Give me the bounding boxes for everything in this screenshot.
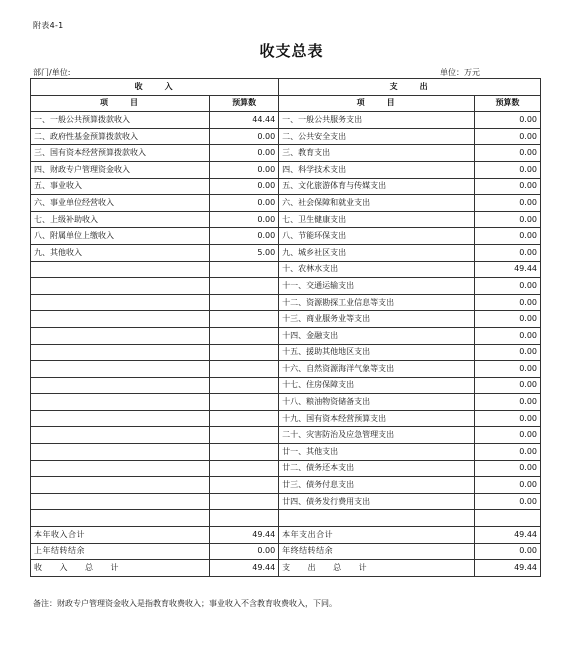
expense-section-header: 支 出 (279, 79, 541, 96)
table-row (31, 460, 541, 477)
table-row (31, 327, 541, 344)
income-amount-cell (210, 361, 279, 378)
total-expense-label: 支 出 总 计 (279, 560, 475, 577)
total-row (31, 543, 541, 560)
income-amount-cell (210, 493, 279, 510)
expense-item-cell: 廿三、债务付息支出 (279, 477, 475, 494)
expense-item-cell: 十、农林水支出 (279, 261, 475, 278)
expense-amount-cell: 0.00 (475, 460, 541, 477)
budget-summary-table (30, 78, 541, 577)
expense-amount-cell: 0.00 (475, 410, 541, 427)
expense-item-cell: 二十、灾害防治及应急管理支出 (279, 427, 475, 444)
expense-item-cell: 五、文化旅游体育与传媒支出 (279, 178, 475, 195)
table-row (31, 128, 541, 145)
expense-item-cell: 十七、住房保障支出 (279, 377, 475, 394)
expense-item-cell: 八、节能环保支出 (279, 228, 475, 245)
table-row (31, 394, 541, 411)
expense-item-cell: 一、一般公共服务支出 (279, 112, 475, 129)
total-income-amount: 49.44 (210, 560, 279, 577)
dept-label: 部门/单位: (33, 68, 71, 77)
expense-item-cell: 十五、援助其他地区支出 (279, 344, 475, 361)
income-item-cell (31, 427, 210, 444)
income-item-cell: 七、上级补助收入 (31, 211, 210, 228)
income-item-cell (31, 410, 210, 427)
expense-item-cell: 十四、金融支出 (279, 327, 475, 344)
income-item-cell: 八、附属单位上缴收入 (31, 228, 210, 245)
expense-amount-cell: 0.00 (475, 493, 541, 510)
income-item-cell (31, 327, 210, 344)
expense-item-cell: 十三、商业服务业等支出 (279, 311, 475, 328)
table-row (31, 261, 541, 278)
income-amount-cell: 0.00 (210, 145, 279, 162)
income-amount-cell: 0.00 (210, 211, 279, 228)
footnote: 备注：财政专户管理资金收入是指教育收费收入；事业收入不含教育收费收入，下同。 (33, 599, 337, 608)
table-row (31, 178, 541, 195)
blank-cell (31, 510, 210, 527)
expense-amount-cell: 49.44 (475, 261, 541, 278)
total-row (31, 560, 541, 577)
expense-amount-cell: 0.00 (475, 394, 541, 411)
expense-amount-cell: 0.00 (475, 361, 541, 378)
table-row (31, 377, 541, 394)
expense-amount-cell: 0.00 (475, 211, 541, 228)
income-amount-cell (210, 344, 279, 361)
expense-amount-cell: 0.00 (475, 145, 541, 162)
expense-item-cell: 十六、自然资源海洋气象等支出 (279, 361, 475, 378)
blank-row (31, 510, 541, 527)
blank-cell (475, 510, 541, 527)
expense-item-cell: 四、科学技术支出 (279, 161, 475, 178)
income-item-cell (31, 377, 210, 394)
expense-amount-cell: 0.00 (475, 161, 541, 178)
table-row (31, 195, 541, 212)
table-row (31, 493, 541, 510)
expense-amount-cell: 0.00 (475, 178, 541, 195)
expense-item-cell: 十八、粮油物资储备支出 (279, 394, 475, 411)
income-amount-cell: 0.00 (210, 128, 279, 145)
blank-cell (210, 510, 279, 527)
expense-item-cell: 二、公共安全支出 (279, 128, 475, 145)
income-amount-cell (210, 410, 279, 427)
income-amount-cell: 0.00 (210, 195, 279, 212)
table-row (31, 427, 541, 444)
income-amount-cell: 5.00 (210, 244, 279, 261)
expense-amount-cell: 0.00 (475, 444, 541, 461)
total-expense-amount: 49.44 (475, 560, 541, 577)
expense-amount-cell: 0.00 (475, 427, 541, 444)
total-expense-amount: 49.44 (475, 527, 541, 544)
expense-amount-cell: 0.00 (475, 244, 541, 261)
total-income-label: 收 入 总 计 (31, 560, 210, 577)
income-amount-cell: 0.00 (210, 161, 279, 178)
income-amount-cell (210, 444, 279, 461)
income-amount-cell (210, 427, 279, 444)
income-item-cell: 四、财政专户管理资金收入 (31, 161, 210, 178)
income-item-cell (31, 344, 210, 361)
income-amount-cell (210, 294, 279, 311)
income-item-cell: 五、事业收入 (31, 178, 210, 195)
income-amount-cell (210, 460, 279, 477)
income-amount-cell (210, 477, 279, 494)
expense-amount-cell: 0.00 (475, 228, 541, 245)
income-item-cell (31, 444, 210, 461)
income-amount-cell (210, 261, 279, 278)
table-row (31, 228, 541, 245)
page-title: 收支总表 (259, 42, 324, 60)
income-item-cell (31, 278, 210, 295)
income-item-cell: 九、其他收入 (31, 244, 210, 261)
income-item-cell (31, 477, 210, 494)
expense-amount-cell: 0.00 (475, 278, 541, 295)
expense-item-cell: 六、社会保障和就业支出 (279, 195, 475, 212)
expense-item-cell: 九、城乡社区支出 (279, 244, 475, 261)
column-header-row (31, 95, 541, 112)
table-row (31, 244, 541, 261)
table-row (31, 477, 541, 494)
income-amount-cell (210, 278, 279, 295)
total-income-label: 上年结转结余 (31, 543, 210, 560)
expense-item-cell: 十二、资源勘探工业信息等支出 (279, 294, 475, 311)
table-row (31, 311, 541, 328)
table-row (31, 344, 541, 361)
section-header-row (31, 79, 541, 96)
expense-item-cell: 廿四、债务发行费用支出 (279, 493, 475, 510)
total-expense-label: 年终结转结余 (279, 543, 475, 560)
expense-amount-cell: 0.00 (475, 377, 541, 394)
income-amount-cell (210, 394, 279, 411)
income-item-cell (31, 394, 210, 411)
expense-amount-cell: 0.00 (475, 112, 541, 129)
expense-item-header: 项 目 (279, 95, 475, 112)
income-item-cell (31, 361, 210, 378)
income-item-cell (31, 261, 210, 278)
income-amount-cell: 0.00 (210, 178, 279, 195)
income-item-cell: 一、一般公共预算拨款收入 (31, 112, 210, 129)
income-amount-cell (210, 327, 279, 344)
appendix-label: 附表4-1 (33, 21, 64, 30)
blank-cell (279, 510, 475, 527)
income-amount-header: 预算数 (210, 95, 279, 112)
income-section-header: 收 入 (31, 79, 279, 96)
table-row (31, 410, 541, 427)
income-item-cell: 三、国有资本经营预算拨款收入 (31, 145, 210, 162)
income-item-cell (31, 294, 210, 311)
income-item-cell (31, 311, 210, 328)
total-income-label: 本年收入合计 (31, 527, 210, 544)
table-row (31, 161, 541, 178)
expense-item-cell: 十一、交通运输支出 (279, 278, 475, 295)
table-row (31, 278, 541, 295)
expense-amount-cell: 0.00 (475, 477, 541, 494)
expense-amount-cell: 0.00 (475, 327, 541, 344)
total-row (31, 527, 541, 544)
unit-label: 单位：万元 (440, 68, 480, 77)
income-amount-cell: 44.44 (210, 112, 279, 129)
total-expense-label: 本年支出合计 (279, 527, 475, 544)
expense-item-cell: 廿一、其他支出 (279, 444, 475, 461)
income-amount-cell (210, 377, 279, 394)
table-row (31, 444, 541, 461)
total-expense-amount: 0.00 (475, 543, 541, 560)
income-item-cell (31, 493, 210, 510)
expense-item-cell: 三、教育支出 (279, 145, 475, 162)
income-item-cell: 六、事业单位经营收入 (31, 195, 210, 212)
expense-amount-cell: 0.00 (475, 195, 541, 212)
income-item-header: 项 目 (31, 95, 210, 112)
income-amount-cell (210, 311, 279, 328)
expense-item-cell: 七、卫生健康支出 (279, 211, 475, 228)
income-item-cell: 二、政府性基金预算拨款收入 (31, 128, 210, 145)
table-row (31, 361, 541, 378)
income-item-cell (31, 460, 210, 477)
expense-amount-cell: 0.00 (475, 294, 541, 311)
expense-amount-cell: 0.00 (475, 128, 541, 145)
expense-item-cell: 十九、国有资本经营预算支出 (279, 410, 475, 427)
expense-amount-cell: 0.00 (475, 344, 541, 361)
table-row (31, 112, 541, 129)
table-row (31, 294, 541, 311)
expense-amount-header: 预算数 (475, 95, 541, 112)
table-row (31, 145, 541, 162)
total-income-amount: 49.44 (210, 527, 279, 544)
income-amount-cell: 0.00 (210, 228, 279, 245)
total-income-amount: 0.00 (210, 543, 279, 560)
expense-amount-cell: 0.00 (475, 311, 541, 328)
table-row (31, 211, 541, 228)
expense-item-cell: 廿二、债务还本支出 (279, 460, 475, 477)
